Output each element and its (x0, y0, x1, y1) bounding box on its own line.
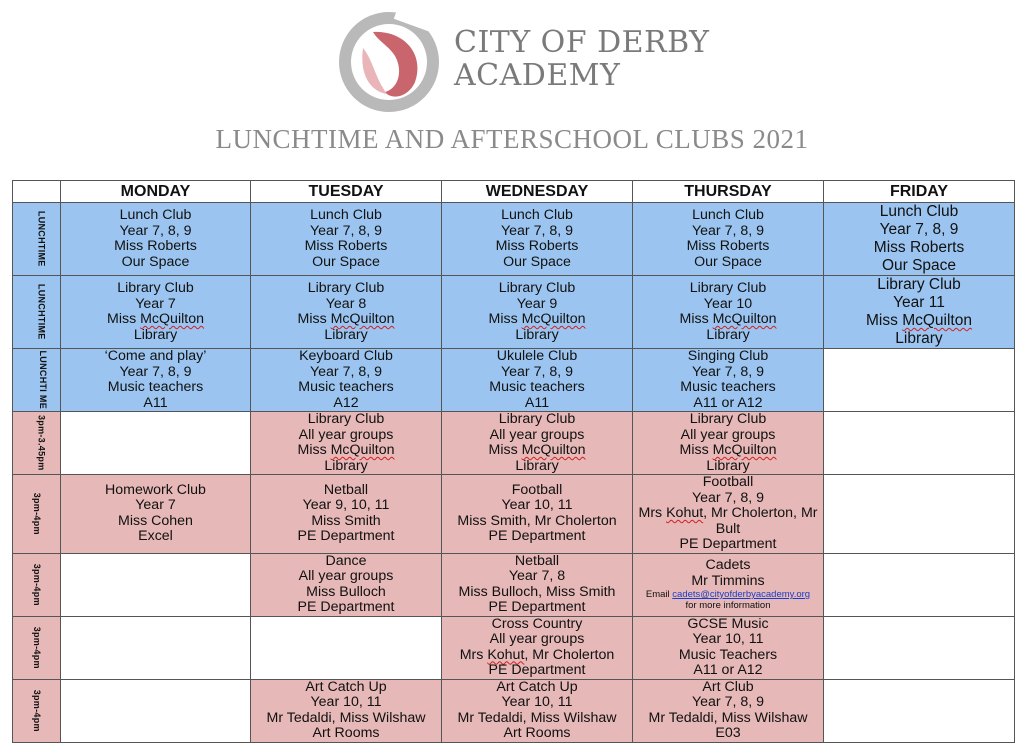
club-detail: Music Teachers (678, 646, 778, 663)
club-cell-monday (61, 616, 251, 679)
club-detail: Year 10, 11 (501, 497, 573, 514)
club-name: Dance (325, 553, 367, 569)
club-detail: Miss McQuilton (488, 311, 586, 327)
club-detail: Year 10, 11 (310, 694, 382, 710)
club-cell-friday (824, 412, 1015, 475)
club-detail: Miss Roberts (114, 238, 197, 254)
club-cell-monday (61, 553, 251, 616)
club-name: GCSE Music (687, 616, 769, 632)
club-cell-thursday (633, 412, 824, 475)
club-detail: Year 10, 11 (501, 694, 573, 710)
club-cell-tuesday (251, 475, 442, 554)
club-cell-monday (61, 203, 251, 276)
club-name: Lunch Club (692, 207, 764, 223)
club-detail: PE Department (488, 662, 586, 678)
club-cell-wednesday (442, 203, 633, 276)
club-cell-wednesday (442, 349, 633, 412)
club-cell-tuesday (251, 276, 442, 349)
club-detail: Library (324, 326, 368, 343)
club-detail: Our Space (312, 253, 380, 270)
time-label-text: LUNCHTIME (36, 211, 47, 267)
club-cell-wednesday (442, 553, 633, 616)
club-detail: PE Department (297, 528, 395, 545)
time-label (13, 276, 61, 349)
club-cell-friday (824, 475, 1015, 554)
club-cell-thursday (633, 349, 824, 412)
club-cell-wednesday (442, 475, 633, 554)
club-detail: Library (133, 326, 178, 343)
club-detail: Miss Bulloch (306, 583, 386, 600)
club-cell-thursday (633, 276, 824, 349)
club-cell-thursday (633, 553, 824, 616)
club-name: Library Club (498, 280, 576, 296)
day-header-monday: MONDAY (61, 181, 251, 203)
time-label (13, 553, 61, 616)
day-header-row (13, 181, 1015, 203)
club-cell-monday (61, 679, 251, 742)
club-detail: Miss Bulloch, Miss Smith (458, 583, 616, 600)
time-label-text: 3pm-4pm (32, 492, 43, 535)
club-detail: Miss McQuilton (297, 442, 395, 458)
club-detail: Year 7, 8, 9 (879, 221, 959, 238)
club-detail: Library (515, 457, 559, 474)
club-detail: Mrs Kohut, Mr Cholerton (459, 646, 615, 663)
time-label-text: LUNCHTIME (36, 284, 47, 340)
club-cell-wednesday (442, 412, 633, 475)
club-name: Library Club (307, 411, 385, 427)
club-detail: Excel (138, 528, 173, 545)
club-cell-tuesday (251, 553, 442, 616)
club-detail: Miss McQuilton (297, 311, 395, 327)
club-name: Homework Club (105, 481, 206, 498)
club-detail: Art Rooms (503, 725, 571, 741)
club-detail: Year 7, 8, 9 (119, 222, 192, 239)
club-name: Lunch Club (879, 203, 959, 220)
club-cell-thursday (633, 475, 824, 554)
club-name: Football (511, 481, 563, 498)
timetable-row (13, 616, 1015, 679)
club-cell-thursday (633, 616, 824, 679)
club-detail: Mr Tedaldi, Miss Wilshaw (457, 709, 617, 726)
club-name: Cross Country (491, 616, 583, 632)
club-detail: Year 7, 8, 9 (309, 363, 383, 380)
club-name: Lunch Club (119, 207, 192, 223)
club-cell-monday (61, 276, 251, 349)
club-detail: Miss McQuilton (679, 442, 777, 458)
club-detail: Miss McQuilton (107, 311, 204, 327)
timetable-row (13, 553, 1015, 616)
club-detail: Year 7 (135, 295, 176, 312)
clubs-timetable (12, 180, 1015, 743)
club-name: Art Catch Up (305, 679, 387, 695)
club-name: Art Catch Up (496, 679, 578, 695)
corner-cell (13, 181, 61, 203)
club-detail: Miss Cohen (118, 512, 193, 529)
club-detail: PE Department (679, 536, 777, 552)
time-label (13, 412, 61, 475)
time-label (13, 349, 61, 412)
email-prefix: Email (645, 589, 673, 600)
club-detail: Bult (715, 520, 741, 537)
club-detail: Miss Smith (311, 512, 381, 529)
club-detail: Year 7, 8, 9 (691, 222, 765, 239)
club-detail: Our Space (881, 257, 957, 274)
club-detail: All year groups (489, 631, 585, 647)
club-detail: Year 7, 8, 9 (691, 489, 765, 506)
club-detail: A11 or A12 (693, 662, 763, 678)
club-detail: Year 7, 8, 9 (500, 363, 574, 380)
club-detail: Mrs Kohut, Mr Cholerton, Mr (638, 505, 818, 521)
club-name: Library Club (307, 280, 385, 296)
club-detail: Miss McQuilton (679, 311, 777, 327)
time-label-text: LUNCHTI ME (38, 350, 48, 410)
club-detail: PE Department (488, 528, 586, 545)
time-label (13, 475, 61, 554)
club-detail: All year groups (298, 568, 394, 584)
club-detail: Our Space (503, 253, 571, 270)
day-header-wednesday: WEDNESDAY (442, 181, 633, 203)
day-header-friday: FRIDAY (824, 181, 1015, 203)
club-name: Singing Club (687, 348, 769, 364)
club-detail: A11 (524, 394, 550, 411)
club-detail: Year 10 (703, 295, 753, 312)
day-header-tuesday: TUESDAY (251, 181, 442, 203)
club-name: Lunch Club (501, 207, 573, 223)
club-name: ‘Come and play’ (104, 348, 207, 364)
time-label-text: 3pm-3.45pm (36, 415, 47, 471)
club-detail: Year 11 (893, 294, 945, 311)
club-detail: A11 (143, 394, 168, 411)
club-detail: Art Rooms (312, 725, 380, 741)
club-name: Art Club (702, 679, 754, 695)
time-label-text: 3pm-4pm (32, 626, 43, 669)
school-name (454, 26, 709, 92)
club-detail: Year 10, 11 (692, 631, 764, 647)
club-detail: Year 7, 8 (508, 568, 566, 584)
club-detail: Year 8 (325, 295, 367, 312)
club-cell-monday (61, 412, 251, 475)
timetable-row (13, 679, 1015, 742)
time-label (13, 616, 61, 679)
club-detail: Year 7, 8, 9 (691, 694, 765, 710)
cadets-email-line (633, 589, 823, 600)
club-name: Ukulele Club (496, 348, 578, 364)
timetable-row (13, 203, 1015, 276)
timetable-row (13, 475, 1015, 554)
club-detail: Miss Smith, Mr Cholerton (457, 512, 617, 529)
club-detail: Music teachers (107, 379, 204, 395)
club-detail: Library (706, 326, 750, 343)
club-name: Library Club (117, 280, 194, 296)
club-name: Library Club (877, 276, 961, 293)
club-cell-friday (824, 203, 1015, 276)
school-name-line2: ACADEMY (454, 58, 621, 93)
club-cell-friday (824, 679, 1015, 742)
club-detail: Year 7, 8, 9 (500, 222, 574, 239)
club-cell-wednesday (442, 616, 633, 679)
club-name: Football (702, 474, 754, 490)
club-detail: Our Space (694, 253, 762, 270)
club-detail: Library (706, 457, 750, 474)
school-name-line1: CITY OF DERBY (454, 25, 710, 60)
club-detail: Music teachers (489, 379, 585, 395)
page-title: LUNCHTIME AND AFTERSCHOOL CLUBS 2021 (215, 124, 809, 154)
club-detail: Miss Roberts (304, 238, 388, 254)
club-name: Library Club (498, 411, 576, 427)
club-name: Keyboard Club (299, 348, 393, 364)
club-detail: Library (895, 330, 943, 347)
club-detail: Library (324, 457, 368, 474)
club-cell-wednesday (442, 276, 633, 349)
time-label (13, 679, 61, 742)
club-detail: Year 7, 8, 9 (119, 363, 192, 380)
time-label-text: 3pm-4pm (32, 689, 43, 732)
club-cell-friday (824, 349, 1015, 412)
club-detail: E03 (715, 725, 741, 741)
club-name: Cadets (705, 557, 751, 573)
club-cell-friday (824, 276, 1015, 349)
club-detail: Music teachers (298, 379, 394, 395)
club-detail: All year groups (489, 426, 585, 443)
club-detail: Miss Roberts (686, 238, 770, 254)
club-detail: A11 or A12 (693, 394, 763, 411)
cadets-email-link[interactable]: cadets@cityofderbyacademy.org (672, 589, 811, 600)
club-detail: Miss Roberts (495, 238, 579, 254)
club-detail: Year 9, 10, 11 (302, 497, 390, 514)
timetable-row (13, 349, 1015, 412)
club-detail: All year groups (298, 426, 394, 443)
club-cell-tuesday (251, 349, 442, 412)
club-name: Library Club (689, 411, 767, 427)
club-detail: Mr Timmins (691, 572, 765, 589)
time-label (13, 203, 61, 276)
club-cell-thursday (633, 203, 824, 276)
club-detail: Year 7, 8, 9 (309, 222, 383, 239)
club-detail: Miss McQuilton (488, 442, 586, 458)
club-detail: Our Space (121, 253, 190, 270)
club-name: Netball (514, 553, 560, 569)
club-detail: Year 9 (516, 295, 558, 312)
club-detail: Mr Tedaldi, Miss Wilshaw (648, 709, 808, 726)
club-cell-tuesday (251, 203, 442, 276)
timetable-row (13, 276, 1015, 349)
club-detail: Music teachers (680, 379, 776, 395)
school-logo (333, 8, 445, 116)
timetable-row (13, 412, 1015, 475)
club-cell-monday (61, 475, 251, 554)
day-header-thursday: THURSDAY (633, 181, 824, 203)
club-cell-tuesday (251, 616, 442, 679)
club-detail: Mr Tedaldi, Miss Wilshaw (266, 709, 426, 726)
club-detail: Miss Roberts (873, 239, 965, 256)
club-detail: Miss McQuilton (866, 312, 972, 329)
club-cell-monday (61, 349, 251, 412)
club-cell-thursday (633, 679, 824, 742)
club-name: Lunch Club (310, 207, 382, 223)
club-cell-tuesday (251, 679, 442, 742)
club-cell-wednesday (442, 679, 633, 742)
club-detail: PE Department (297, 599, 395, 615)
club-cell-tuesday (251, 412, 442, 475)
club-detail: Year 7, 8, 9 (691, 363, 765, 380)
club-cell-friday (824, 616, 1015, 679)
club-detail: Year 7 (135, 497, 176, 514)
email-suffix: for more information (685, 600, 771, 611)
club-detail: A12 (333, 394, 359, 411)
club-detail: All year groups (680, 426, 776, 443)
time-label-text: 3pm-4pm (32, 563, 43, 606)
club-name: Library Club (689, 280, 767, 296)
club-detail: PE Department (488, 599, 586, 615)
club-detail: Library (515, 326, 559, 343)
club-name: Netball (323, 481, 369, 498)
club-cell-friday (824, 553, 1015, 616)
